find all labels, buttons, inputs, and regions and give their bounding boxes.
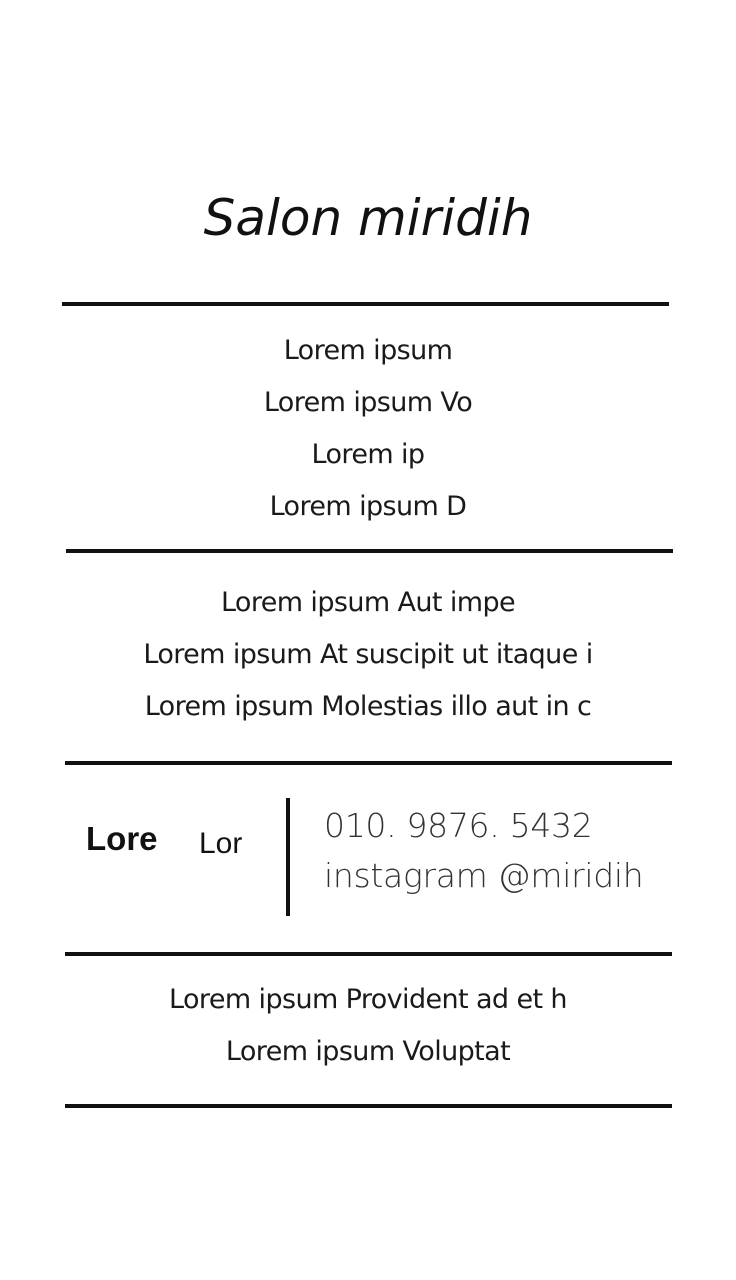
instagram-handle: instagram @miridih [324, 856, 644, 895]
divider-top [62, 302, 669, 306]
contact-details [324, 801, 643, 901]
info-line: Lorem ipsum Vo [263, 387, 473, 418]
divider-3 [65, 761, 672, 765]
info-section-4 [0, 974, 736, 1078]
info-line: Lorem ipsum D [269, 491, 467, 522]
info-line: Lorem ipsum Voluptat [225, 1036, 511, 1067]
contact-label-primary: Lore [86, 820, 158, 857]
info-line: Lorem ipsum Provident ad et h [169, 984, 567, 1015]
info-line: Lorem ipsum [283, 335, 453, 366]
info-section-2 [0, 577, 736, 733]
divider-bottom [65, 1104, 672, 1108]
info-line: Lorem ipsum At suscipit ut itaque i [143, 639, 593, 670]
info-line: Lorem ipsum Aut impe [220, 587, 516, 618]
phone-number: 010. 9876. 5432 [324, 806, 593, 845]
contact-label-secondary: Lor [199, 827, 243, 860]
divider-2 [66, 549, 673, 553]
info-section-1 [0, 325, 736, 533]
info-line: Lorem ip [311, 439, 425, 470]
contact-vertical-divider [286, 798, 290, 916]
page-title: Salon miridih [203, 189, 533, 247]
info-line: Lorem ipsum Molestias illo aut in c [144, 691, 592, 722]
divider-4 [65, 952, 672, 956]
